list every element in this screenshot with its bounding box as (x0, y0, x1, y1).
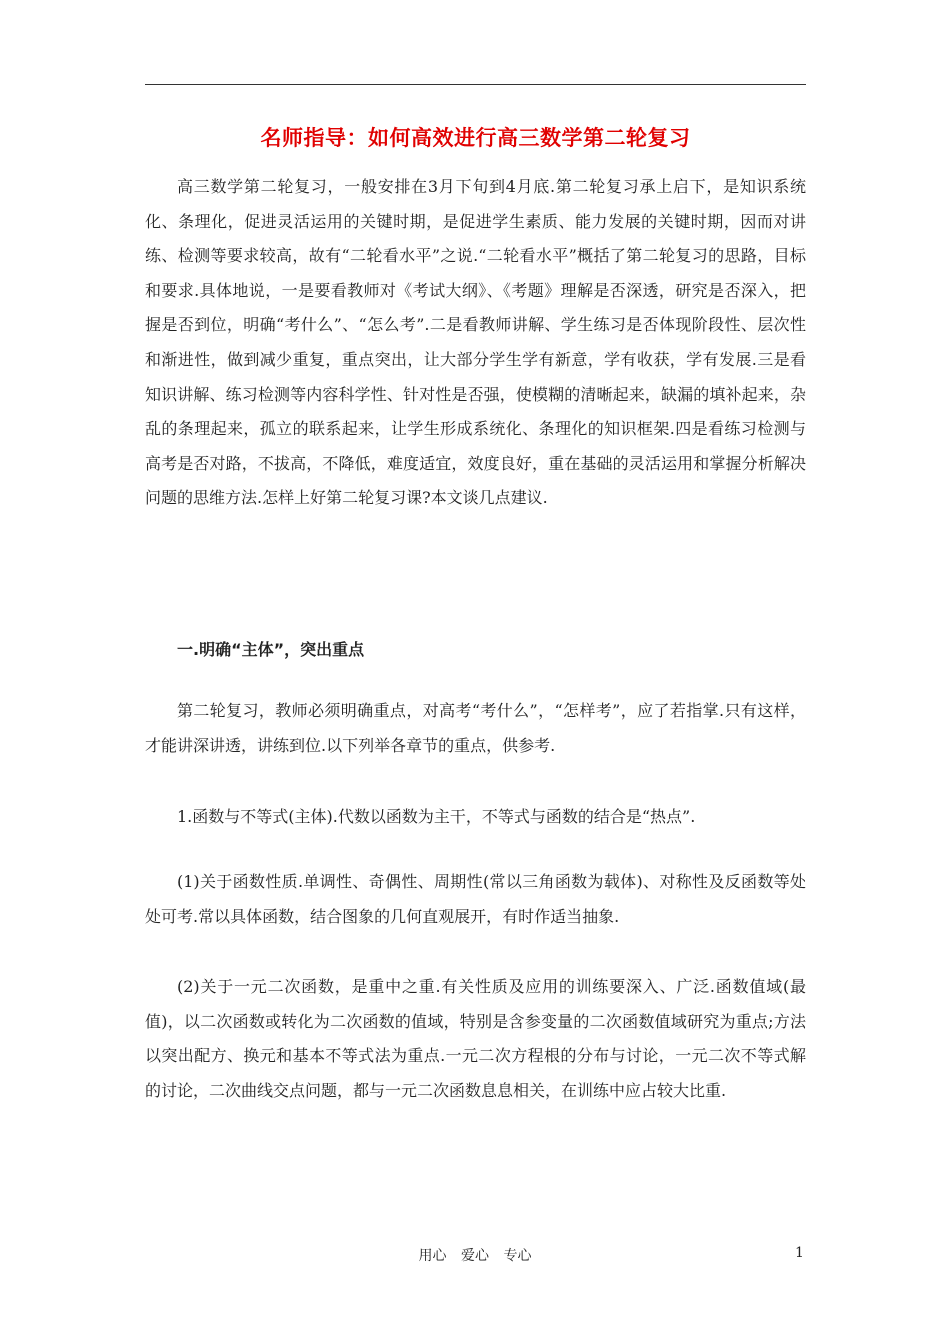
footer-motto: 用心 爱心 专心 (418, 1248, 532, 1264)
document-title: 名师指导：如何高效进行高三数学第二轮复习 (260, 126, 691, 150)
header-rule (145, 84, 806, 85)
section-heading: 一.明确“主体”，突出重点 (177, 640, 365, 659)
section-paragraph-2: 1.函数与不等式(主体).代数以函数为主干，不等式与函数的结合是“热点”. (177, 807, 696, 826)
intro-paragraph: 高三数学第二轮复习，一般安排在3月下旬到4月底.第二轮复习承上启下，是知识系统化、条理化，促进灵活运用的关键时期，是促进学生素质、能力发展的关键时期，因而对讲练、检测等要求较高，故有“二轮看水平”之说.“二轮看水平”概括了第二轮复习的思路，目标和要求.具体地说，一是要看教师对《考试大纲》、《考题》理解是否深透，研究是否深入，把握是否到位，明确“考什么”、“怎么考”.二是看教师讲解、学生练习是否体现阶段性、层次性和渐进性，做到减少重复，重点突出，让大部分学生学有新意，学有收获，学有发展.三是看知识讲解、练习检测等内容科学性、针对性是否强，使模糊的清晰起来，缺漏的填补起来，杂乱的条理起来，孤立的联系起来，让学生形成系统化、条理化的知识框架.四是看练习检测与高考是否对路，不拔高，不降低，难度适宜，效度良好，重在基础的灵活运用和掌握分析解决问题的思维方法.怎样上好第二轮复习课?本文谈几点建议. (145, 177, 806, 508)
section-paragraph-3: (1)关于函数性质.单调性、奇偶性、周期性(常以三角函数为载体)、对称性及反函数等处处可考.常以具体函数，结合图象的几何直观展开，有时作适当抽象. (145, 872, 806, 926)
section-paragraph-1: 第二轮复习，教师必须明确重点，对高考“考什么”，“怎样考”，应了若指掌.只有这样，才能讲深讲透，讲练到位.以下列举各章节的重点，供参考. (145, 701, 806, 755)
page-number: 1 (795, 1245, 804, 1261)
section-paragraph-4: (2)关于一元二次函数，是重中之重.有关性质及应用的训练要深入、广泛.函数值域(最值)，以二次函数或转化为二次函数的值域，特别是含参变量的二次函数值域研究为重点;方法以突出配方、换元和基本不等式法为重点.一元二次方程根的分布与讨论，一元二次不等式解的讨论，二次曲线交点问题，都与一元二次函数息息相关，在训练中应占较大比重. (145, 977, 806, 1100)
